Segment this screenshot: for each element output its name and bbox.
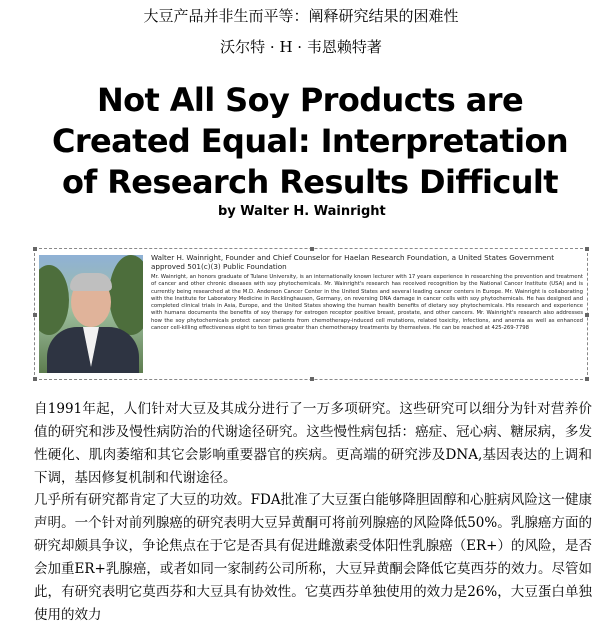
english-title: Not All Soy Products are Created Equal: Interpretation of Research Results Difficult — [51, 81, 569, 201]
english-byline: by Walter H. Wainright — [218, 204, 386, 219]
bio-body: Mr. Wainright, an honors graduate of Tulane University, is an internationally known lecturer with 17 years experience in researching the prevention and treatment of cancer and other chronic diseases with soy phytochemicals. Mr. Wainright's research has received recognition by the National Cancer Institute (USA) and is currently being researched at the M.D. Anderson Cancer Center in the United States and several leading cancer centers in Europe. Mr. Wainright is collaborating with the Institute for Laboratory Medicine in Recklinghausen, Germany, on reversing DNA damage in cancer cells with soy phytochemicals. He has designed and completed clinical trials in Asia, Europe, and the United States showing the human health benefits of dietary soy phytochemicals. His research and experience with humans documents the benefits of soy therapy for estrogen receptor positive breast, prostate, and other cancers. Mr. Wainright's research also addresses how the soy phytochemicals protect cancer patients from chemotherapy-induced cell mutations, related toxicity, infections, and anemia as well as enhanced cancer cell-killing effectiveness eight to ten times greater than chemotherapy treatments by themselves. He can be reached at 425-269-7798 — [151, 274, 583, 332]
author-bio-box — [34, 248, 588, 380]
chinese-author: 沃尔特 · H · 韦恩赖特著 — [220, 38, 382, 56]
portrait-photo — [39, 255, 143, 373]
resize-handle[interactable] — [310, 377, 314, 381]
resize-handle[interactable] — [33, 377, 37, 381]
body-paragraph-2: 几乎所有研究都肯定了大豆的功效。FDA批准了大豆蛋白能够降胆固醇和心脏病风险这一健康声明。一个针对前列腺癌的研究表明大豆异黄酮可将前列腺癌的风险降低50%。乳腺癌方面的研究却颇具争议，争论焦点在于它是否具有促进雌激素受体阳性乳腺癌（ER+）的风险，是否会加重ER+乳腺癌，或者如同一家制药公司所称，大豆异黄酮会降低它莫西芬的效力。尽管如此，有研究表明它莫西芬和大豆具有协效性。它莫西芬单独使用的效力是26%，大豆蛋白单独使用的效力 — [34, 492, 592, 623]
resize-handle[interactable] — [33, 247, 37, 251]
resize-handle[interactable] — [585, 247, 589, 251]
chinese-title: 大豆产品并非生而平等：阐释研究结果的困难性 — [143, 7, 459, 25]
bio-heading: Walter H. Wainright, Founder and Chief Counselor for Haelan Research Foundation, a United States Government approved 501(c)(3) Public Foundation — [151, 253, 555, 271]
body-paragraph-1: 自1991年起，人们针对大豆及其成分进行了一万多项研究。这些研究可以细分为针对营养价值的研究和涉及慢性病防治的代谢途径研究。这些慢性病包括：癌症、冠心病、糖尿病，多发性硬化、肌肉萎缩和其它会影响重要器官的疾病。更高端的研究涉及DNA,基因表达的上调和下调，基因修复机制和代谢途径。 — [34, 401, 592, 486]
resize-handle[interactable] — [33, 313, 37, 317]
resize-handle[interactable] — [585, 377, 589, 381]
bio-text — [151, 253, 583, 332]
resize-handle[interactable] — [310, 247, 314, 251]
resize-handle[interactable] — [585, 313, 589, 317]
